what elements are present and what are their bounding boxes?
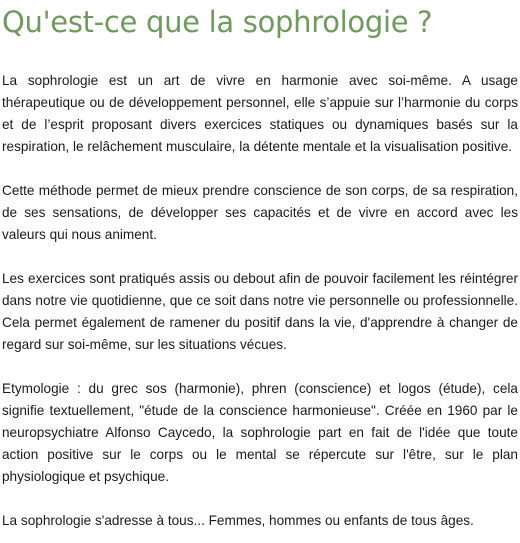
paragraph-audience: La sophrologie s'adresse à tous... Femmes, hommes ou enfants de tous âges. [2, 513, 474, 528]
paragraph-definition: La sophrologie est un art de vivre en harmonie avec soi-même. A usage thérapeutique ou de développement personnel, elle s’appuie sur l’harmonie du corps et de l’esprit proposant divers exercices statiques ou dynamiques basés sur la respiration, le relâchement musculaire, la détente mentale et la visualisation positive. [2, 73, 518, 154]
paragraph-exercises: Les exercices sont pratiqués assis ou debout afin de pouvoir facilement les réintégrer dans notre vie quotidienne, que ce soit dans notre vie personnelle ou professionnelle. Cela permet également de ramener du positif dans la vie, d'apprendre à changer de regard sur soi-même, sur les situations vécues. [2, 271, 518, 352]
paragraph-etymology: Etymologie : du grec sos (harmonie), phren (conscience) et logos (étude), cela signifie textuellement, "étude de la conscience harmonieuse". Créée en 1960 par le neuropsychiatre Alfonso Caycedo, la sophrologie part en fait de l'idée que toute action positive sur le corps ou le mental se répercute sur l'être, sur le plan physiologique et psychique. [2, 381, 518, 484]
page-title: Qu'est-ce que la sophrologie ? [2, 5, 433, 39]
paragraph-method: Cette méthode permet de mieux prendre conscience de son corps, de sa respiration, de ses sensations, de développer ses capacités et de vivre en accord avec les valeurs qui nous animent. [2, 183, 518, 242]
article-body [2, 70, 518, 532]
